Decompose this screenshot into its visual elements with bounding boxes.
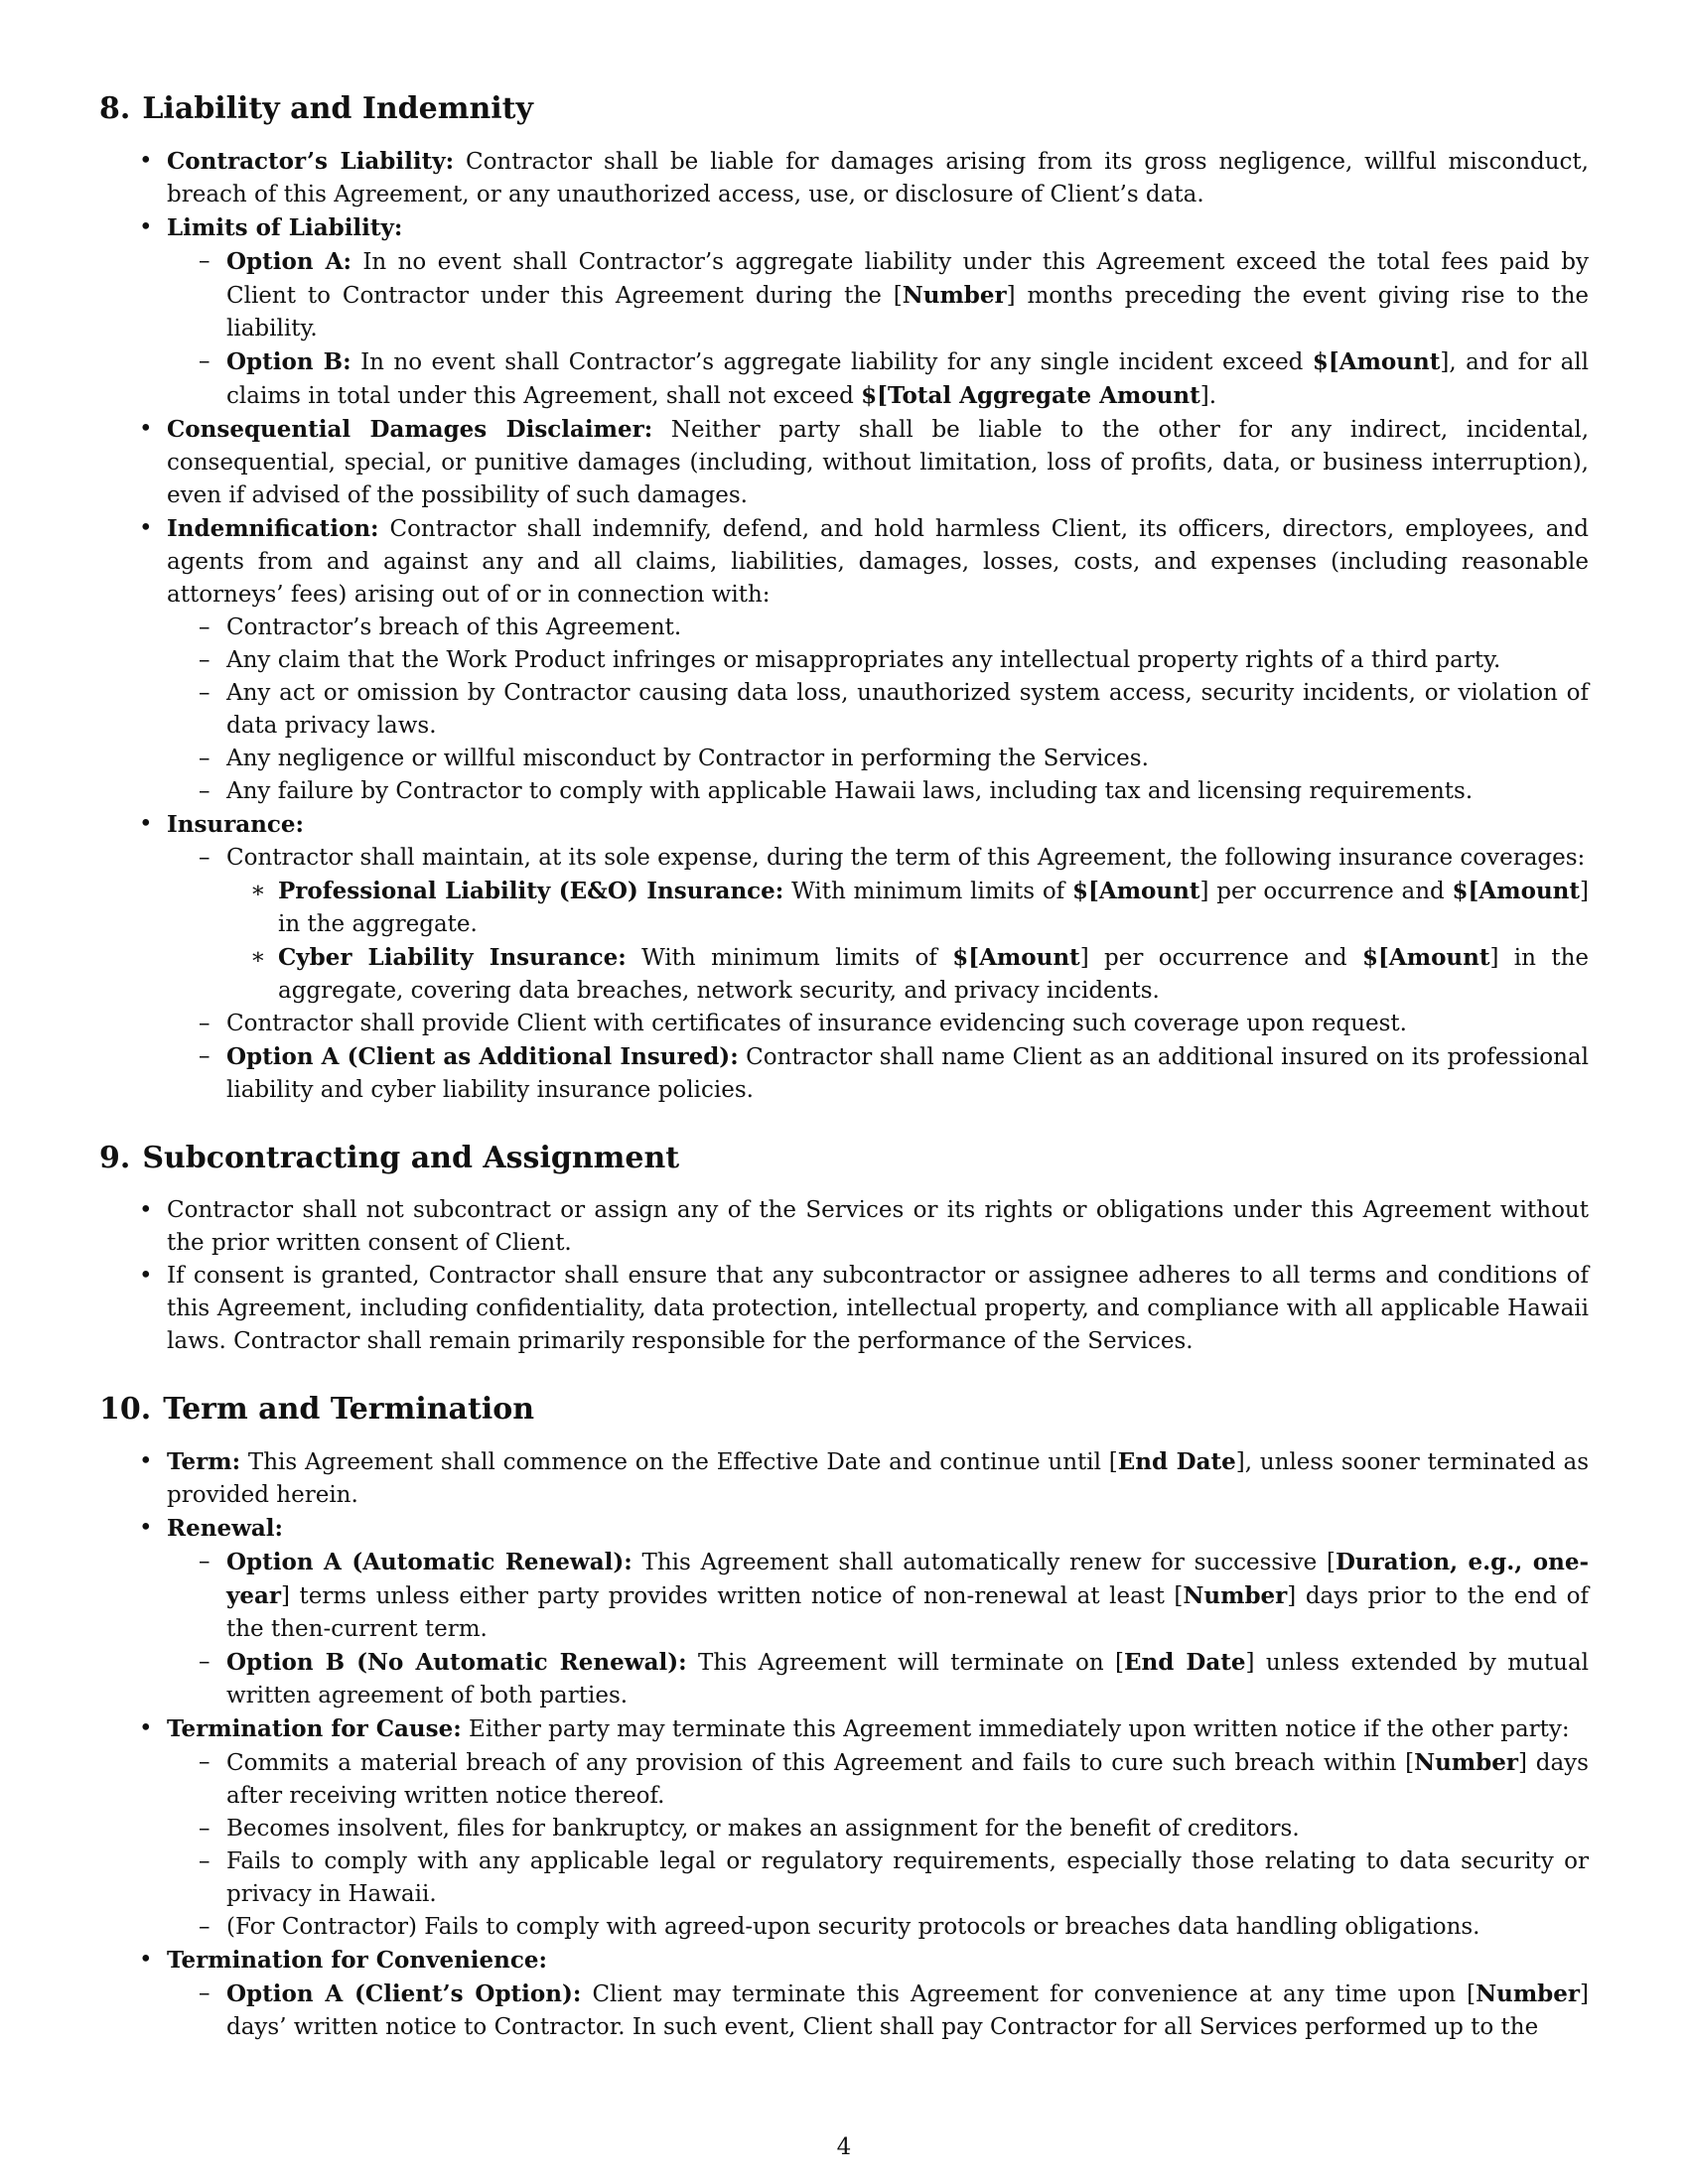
item-text: With minimum limits of [626,945,953,971]
list-item [167,1746,1589,1813]
list-item [167,775,1589,808]
item-label: Option A (Client’s Option): [226,1980,582,2007]
list-item [226,875,1589,941]
section-heading [99,91,1589,127]
list-item [99,145,1589,211]
item-text: Fails to comply with any applicable legal or regulatory requirements, especially those relating to data security or privacy in Hawaii. [226,1848,1589,1907]
item-text: Any negligence or willful misconduct by Contractor in performing the Services. [226,746,1149,771]
list-item [167,1546,1589,1646]
item-text: ] in the aggregate. [278,879,1589,937]
list-item [167,842,1589,1008]
item-label: Option A: [226,248,352,275]
bullet-list-level-2 [167,245,1589,413]
item-label: Termination for Convenience: [167,1947,548,1974]
placeholder-field: Number [902,282,1007,309]
item-label: Professional Liability (E&O) Insurance: [278,878,784,904]
list-item [167,1845,1589,1911]
bullet-list-level-2 [167,612,1589,808]
item-text: Contractor’s breach of this Agreement. [226,614,682,640]
placeholder-field: $[Amount [1362,944,1490,971]
item-label: Cyber Liability Insurance: [278,944,627,971]
item-text: ] months preceding the event giving rise to the liability. [226,283,1589,341]
item-text: ] per occurrence and [1199,879,1453,904]
placeholder-field: $[Amount [1071,878,1200,904]
item-label: Option A (Client as Additional Insured): [226,1043,739,1070]
placeholder-field: Number [1414,1749,1518,1776]
bullet-list-level-2 [167,1546,1589,1712]
item-text: Contractor shall provide Client with certificates of insurance evidencing such coverage upon request. [226,1011,1407,1036]
item-text: ] days after receiving written notice thereof. [226,1750,1589,1809]
list-item [99,211,1589,413]
list-item [167,245,1589,345]
section-number: 8. [99,91,131,126]
item-text: Contractor shall maintain, at its sole expense, during the term of this Agreement, the following insurance coverages: [226,845,1586,871]
item-text: ] terms unless either party provides written notice of non-renewal at least [ [281,1583,1184,1609]
list-item [99,1260,1589,1358]
list-item [99,512,1589,808]
list-item [226,941,1589,1008]
placeholder-field: Duration, e.g., one-year [226,1549,1589,1609]
bullet-list-level-1 [99,145,1589,1107]
list-item [167,644,1589,677]
list-item [167,1978,1589,2044]
item-label: Consequential Damages Disclaimer: [167,416,653,443]
item-text: Neither party shall be liable to the other for any indirect, incidental, consequential, special, or punitive damages (including, without limitation, loss of profits, data, or business interruption), even if advised of the possibility of such damages. [167,417,1590,508]
placeholder-field: End Date [1117,1448,1236,1475]
item-text: In no event shall Contractor’s aggregate liability under this Agreement exceed the total fees paid by Client to Contractor under this Agreement during the [ [226,249,1589,309]
item-label: Indemnification: [167,515,379,542]
item-label: Term: [167,1448,241,1475]
list-item [167,1646,1589,1712]
list-item [99,808,1589,1107]
placeholder-field: $[Amount [1312,348,1441,375]
item-text: (For Contractor) Fails to comply with agreed-upon security protocols or breaches data handling obligations. [226,1914,1480,1940]
list-item [167,1008,1589,1040]
section-number: 10. [99,1392,152,1427]
section-heading [99,1392,1589,1428]
placeholder-field: Number [1183,1582,1288,1609]
section-number: 9. [99,1141,131,1175]
item-text: Contractor shall name Client as an additional insured on its professional liability and cyber liability insurance policies. [226,1044,1589,1103]
list-item [167,677,1589,743]
list-item [99,1445,1589,1512]
item-text: Client may terminate this Agreement for convenience at any time upon [ [581,1981,1477,2007]
item-label: Option A (Automatic Renewal): [226,1549,633,1575]
list-item [167,345,1589,413]
list-item [99,1712,1589,1944]
placeholder-field: $[Amount [1452,878,1581,904]
section-10 [99,1392,1589,2044]
list-item [167,1040,1589,1107]
item-text: ]. [1199,383,1217,409]
list-item [99,1512,1589,1712]
item-text: Becomes insolvent, files for bankruptcy, or makes an assignment for the benefit of creditors. [226,1816,1300,1842]
item-text: ], and for all claims in total under this Agreement, shall not exceed [226,349,1589,409]
item-text: In no event shall Contractor’s aggregate liability for any single incident exceed [351,349,1313,375]
item-label: Option B (No Automatic Renewal): [226,1649,687,1676]
item-text: Any failure by Contractor to comply with applicable Hawaii laws, including tax and licensing requirements. [226,778,1474,804]
item-text: Commits a material breach of any provision of this Agreement and fails to cure such breach within [ [226,1750,1415,1776]
item-text: This Agreement shall automatically renew for successive [ [632,1550,1336,1575]
section-title: Subcontracting and Assignment [142,1141,680,1175]
placeholder-field: $[Total Aggregate Amount [861,382,1200,409]
item-text: This Agreement will terminate on [ [686,1650,1125,1676]
item-label: Insurance: [167,811,305,838]
list-item [99,413,1589,512]
section-9 [99,1141,1589,1358]
item-label: Contractor’s Liability: [167,148,455,175]
item-label: Termination for Cause: [167,1715,462,1742]
list-item [167,1813,1589,1845]
item-text: Contractor shall be liable for damages arising from its gross negligence, willful misconduct, breach of this Agreement, or any unauthorized access, use, or disclosure of Client’s data. [167,149,1589,207]
bullet-list-level-2 [167,842,1589,1107]
item-text: Any act or omission by Contractor causing data loss, unauthorized system access, security incidents, or violation of data privacy laws. [226,680,1589,739]
item-text: If consent is granted, Contractor shall ensure that any subcontractor or assignee adheres to all terms and conditions of this Agreement, including confidentiality, data protection, intellectual property, and compliance with all applicable Hawaii laws. Contractor shall remain primarily responsible for the performance of the Services. [167,1263,1589,1354]
document-page [99,91,1589,2078]
section-heading [99,1141,1589,1176]
bullet-list-level-3 [226,875,1589,1008]
placeholder-field: End Date [1124,1649,1246,1676]
section-title: Liability and Indemnity [142,91,533,126]
item-text: Contractor shall indemnify, defend, and hold harmless Client, its officers, directors, employees, and agents from and against any and all claims, liabilities, damages, losses, costs, and expenses (including reasonable attorneys’ fees) arising out of or in connection with: [167,516,1589,608]
item-text: ] in the aggregate, covering data breaches, network security, and privacy incidents. [278,945,1590,1004]
list-item [167,743,1589,775]
list-item [99,1944,1589,2044]
section-title: Term and Termination [163,1392,535,1427]
item-text: With minimum limits of [783,879,1072,904]
item-text: This Agreement shall commence on the Effective Date and continue until [ [240,1449,1118,1475]
item-text: Either party may terminate this Agreement immediately upon written notice if the other party: [461,1716,1570,1742]
list-item [99,1194,1589,1260]
item-text: Contractor shall not subcontract or assign any of the Services or its rights or obligations under this Agreement without the prior written consent of Client. [167,1197,1589,1256]
list-item [167,1911,1589,1944]
bullet-list-level-1 [99,1445,1589,2044]
item-label: Renewal: [167,1515,284,1542]
placeholder-field: $[Amount [952,944,1080,971]
item-label: Option B: [226,348,352,375]
list-item [167,612,1589,644]
item-text: Any claim that the Work Product infringes or misappropriates any intellectual property rights of a third party. [226,647,1501,673]
placeholder-field: Number [1476,1980,1581,2007]
item-label: Limits of Liability: [167,214,403,241]
bullet-list-level-1 [99,1194,1589,1358]
item-text: ] per occurrence and [1079,945,1362,971]
item-text: ] days prior to the end of the then-current term. [226,1583,1589,1642]
bullet-list-level-2 [167,1978,1589,2044]
section-8 [99,91,1589,1107]
page-number: 4 [836,2134,852,2160]
item-text: ] unless extended by mutual written agreement of both parties. [226,1650,1590,1708]
item-text: ], unless sooner terminated as provided herein. [167,1449,1590,1508]
bullet-list-level-2 [167,1746,1589,1944]
item-text: ] days’ written notice to Contractor. In such event, Client shall pay Contractor for all Services performed up to the [226,1981,1589,2040]
